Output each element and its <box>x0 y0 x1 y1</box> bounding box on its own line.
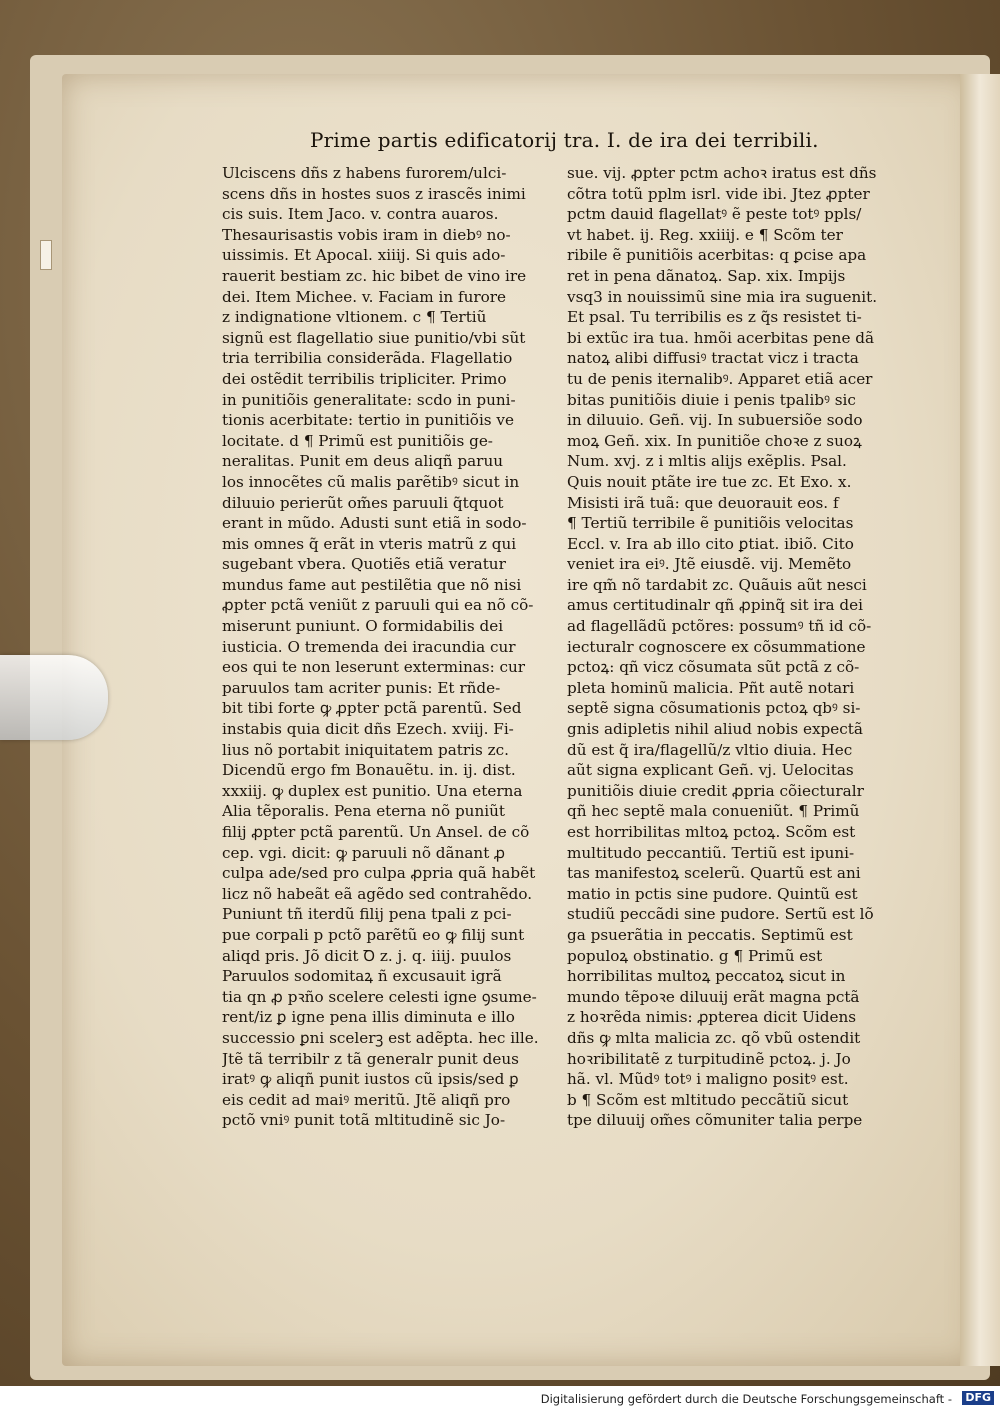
text-line: Puniunt tñ iterdũ filij pena tpali z pci- <box>222 905 512 924</box>
footer-credit: Digitalisierung gefördert durch die Deutsche Forschungsgemeinschaft - <box>540 1392 952 1406</box>
text-line: Thesaurisastis vobis iram in diebꝰ no- <box>222 225 511 244</box>
text-line: mundus fame aut pestilẽtia que nõ nisi <box>222 575 522 594</box>
text-line: tpe diluuij om̃es cõmuniter talia perpe <box>567 1111 863 1130</box>
text-line: dei. Item Michee. v. Faciam in furore <box>222 287 507 306</box>
text-line: ret in pena dãnatoꝝ. Sap. xix. Impijs <box>567 266 846 285</box>
text-line: veniet ira eiꝰ. Jtẽ eiusdẽ. vij. Memẽto <box>567 555 852 574</box>
text-line: scens dñs in hostes suos z irascẽs inimi <box>222 184 526 203</box>
text-line: cis suis. Item Jaco. v. contra auaros. <box>222 205 499 224</box>
text-line: locitate. d ¶ Primũ est punitiõis ge- <box>222 431 493 450</box>
text-line: in punitiõis generalitate: scdo in puni- <box>222 390 516 409</box>
text-line: vsq3 in nouissimũ sine mia ira suguenit. <box>567 287 878 306</box>
text-line: iratꝰ ꝙ aliqñ punit iustos cũ ipsis/sed ꝑ <box>222 1070 519 1089</box>
text-line: amus certitudinalr qñ ꝓpinq̃ sit ira dei <box>567 596 863 615</box>
text-line: xxxiij. ꝙ duplex est punitio. Una eterna <box>222 781 523 800</box>
text-line: tionis acerbitate: tertio in punitiõis ve <box>222 411 514 430</box>
text-line: pue corpali p pctõ parẽtũ eo ꝙ filij sunt <box>222 925 525 944</box>
text-line: mundo tẽpoꝛe diluuij erãt magna pctã <box>567 987 860 1006</box>
text-line: tu de penis iternalibꝰ. Apparet etiã acer <box>567 369 873 388</box>
footer-bar <box>0 1386 1000 1411</box>
book-gutter <box>960 74 1000 1366</box>
page-marker-tab <box>40 240 52 270</box>
text-line: ire qm̃ nõ tardabit zc. Quãuis aũt nesci <box>567 575 867 594</box>
text-line: Num. xvj. z i mltis alijs exẽplis. Psal. <box>567 452 847 471</box>
text-line: gnis adipletis nihil aliud nobis expectã <box>567 720 863 739</box>
text-line: qñ hec septẽ mala conueniũt. ¶ Primũ <box>567 802 860 821</box>
text-line: ¶ Tertiũ terribile ẽ punitiõis velocitas <box>567 514 854 533</box>
text-line: pctõ vniꝰ punit totã mltitudinẽ sic Jo- <box>222 1111 506 1130</box>
text-line: licz nõ habeãt eã agẽdo sed contrahẽdo. <box>222 884 533 903</box>
text-line: rent/iz ꝑ igne pena illis diminuta e illo <box>222 1008 515 1027</box>
text-line: vt habet. ij. Reg. xxiiij. e ¶ Scõm ter <box>567 225 843 244</box>
text-line: los innocẽtes cũ malis parẽtibꝰ sicut in <box>222 472 520 491</box>
text-line: mis omnes q̃ erãt in vteris matrũ z qui <box>222 534 517 553</box>
text-line: paruulos tam acriter punis: Et rñde- <box>222 678 501 697</box>
text-line: bitas punitiõis diuie i penis tpalibꝰ sic <box>567 390 856 409</box>
text-line: est horribilitas mltoꝝ pctoꝝ. Scõm est <box>567 823 856 841</box>
text-line: lius nõ portabit iniquitatem patris zc. <box>222 740 509 759</box>
text-line: successio ꝑni scelerꝫ est adẽpta. hec ille. <box>222 1028 539 1047</box>
text-line: signũ est flagellatio siue punitio/vbi sũt <box>222 328 526 347</box>
text-line: Eccl. v. Ira ab illo cito ꝑtiat. ibiõ. Cito <box>567 534 854 553</box>
text-line: horribilitas multoꝝ peccatoꝝ sicut in <box>567 967 846 986</box>
text-line: rauerit bestiam zc. hic bibet de vino ire <box>222 266 527 285</box>
text-line: aliqd pris. Jõ dicit Ꝺ z. j. q. iiij. puulos <box>222 946 512 965</box>
text-line: neralitas. Punit em deus aliqñ paruu <box>222 452 504 471</box>
text-line: aũt signa explicant Geñ. vj. Uelocitas <box>567 761 854 780</box>
text-line: sugebant vbera. Quotiẽs etiã veratur <box>222 555 506 574</box>
text-line: populoꝝ obstinatio. g ¶ Primũ est <box>567 946 823 965</box>
text-line: eis cedit ad maiꝰ meritũ. Jtẽ aliqñ pro <box>222 1090 511 1109</box>
text-line: uissimis. Et Apocal. xiiij. Si quis ado- <box>222 246 506 265</box>
text-line: filij ꝓpter pctã parentũ. Un Ansel. de cõ <box>222 823 530 841</box>
text-line: moꝝ Geñ. xix. In punitiõe choꝛe z suoꝝ <box>567 431 862 450</box>
text-line: Quis nouit ptãte ire tue zc. Et Exo. x. <box>567 472 852 491</box>
text-line: ga psuerãtia in peccatis. Septimũ est <box>567 925 853 944</box>
text-line: tas manifestoꝝ scelerũ. Quartũ est ani <box>567 864 861 883</box>
text-line: matio in pctis sine pudore. Quintũ est <box>567 884 858 903</box>
text-line: ad flagellãdũ pctõres: possumꝰ tñ id cõ- <box>567 617 872 636</box>
text-line: pleta hominũ malicia. Pñt autẽ notari <box>567 678 855 697</box>
text-line: sue. vij. ꝓpter pctm achoꝛ iratus est dñs <box>567 164 877 182</box>
text-line: pctoꝝ: qñ vicz cõsumata sũt pctã z cõ- <box>567 658 860 677</box>
text-line: Paruulos sodomitaꝝ ñ excusauit igrã <box>222 967 502 986</box>
text-line: z indignatione vltionem. c ¶ Tertiũ <box>222 308 487 327</box>
text-line: z hoꝛrẽda nimis: ꝓpterea dicit Uidens <box>567 1008 857 1027</box>
text-line: Jtẽ tã terribilr z tã generalr punit deus <box>222 1049 519 1068</box>
text-line: tria terribilia considerãda. Flagellatio <box>222 349 513 368</box>
text-line: tia qn ꝓ pꝛño scelere celesti igne ꝯsume- <box>222 987 537 1006</box>
text-line: cõtra totũ pplm isrl. vide ibi. Jtez ꝓpter <box>567 184 870 203</box>
text-line: diluuio perierũt om̃es paruuli q̃tquot <box>222 493 504 512</box>
text-line: hã. vl. Mũdꝰ totꝰ i maligno positꝰ est. <box>567 1070 849 1089</box>
text-line: bit tibi forte ꝙ ꝓpter pctã parentũ. Sed <box>222 699 522 718</box>
right-text-column <box>567 163 889 1131</box>
text-line: natoꝝ alibi diffusiꝰ tractat vicz i tracta <box>567 349 859 368</box>
text-line: Dicendũ ergo fm Bonauẽtu. in. ij. dist. <box>222 761 516 780</box>
text-line: dũ est q̃ ira/flagellũ/z vltio diuia. Hec <box>567 740 853 759</box>
running-header: Prime partis edificatorij tra. I. de ira dei terribili. <box>310 128 819 152</box>
text-line: miserunt puniunt. O formidabilis dei <box>222 617 504 636</box>
text-line: studiũ peccãdi sine pudore. Sertũ est lõ <box>567 905 874 924</box>
text-line: pctm dauid flagellatꝰ ẽ peste totꝰ ppls/ <box>567 205 862 224</box>
text-line: erant in mũdo. Adusti sunt etiã in sodo- <box>222 514 527 533</box>
text-line: punitiõis diuie credit ꝓpria cõiecturalr <box>567 781 864 800</box>
text-line: multitudo peccantiũ. Tertiũ est ipuni- <box>567 843 855 862</box>
text-line: Et psal. Tu terribilis es z q̃s resistet ti- <box>567 308 862 327</box>
text-line: b ¶ Scõm est mltitudo peccãtiũ sicut <box>567 1090 849 1109</box>
text-line: septẽ signa cõsumationis pctoꝝ qbꝰ si- <box>567 699 861 718</box>
text-line: Misisti irã tuã: que deuorauit eos. f <box>567 493 839 512</box>
text-line: Ulciscens dñs z habens furorem/ulci- <box>222 164 507 182</box>
text-line: dñs ꝙ mlta malicia zc. qõ vbũ ostendit <box>567 1028 861 1047</box>
text-line: dei ostẽdit terribilis tripliciter. Primo <box>222 369 507 388</box>
text-line: bi extũc ira tua. hmõi acerbitas pene dã <box>567 328 875 347</box>
text-line: iecturalr cognoscere ex cõsummatione <box>567 637 866 656</box>
text-line: cep. vgi. dicit: ꝙ paruuli nõ dãnant ꝓ <box>222 843 505 862</box>
text-line: ꝓpter pctã veniũt z paruuli qui ea nõ cõ- <box>222 596 534 615</box>
text-line: eos qui te non leserunt exterminas: cur <box>222 658 526 677</box>
text-line: iusticia. O tremenda dei iracundia cur <box>222 637 516 656</box>
text-line: ribile ẽ punitiõis acerbitas: q ꝑcise apa <box>567 246 867 265</box>
text-line: instabis quia dicit dñs Ezech. xviij. Fi- <box>222 720 514 739</box>
page-clip <box>0 655 108 740</box>
text-line: hoꝛribilitatẽ z turpitudinẽ pctoꝝ. j. Jo <box>567 1049 851 1068</box>
left-text-column <box>222 163 544 1131</box>
text-line: in diluuio. Geñ. vij. In subuersiõe sodo <box>567 411 863 430</box>
dfg-logo: DFG <box>962 1391 994 1405</box>
text-line: Alia tẽporalis. Pena eterna nõ puniũt <box>222 802 505 821</box>
text-line: culpa ade/sed pro culpa ꝓpria quã habẽt <box>222 864 536 883</box>
